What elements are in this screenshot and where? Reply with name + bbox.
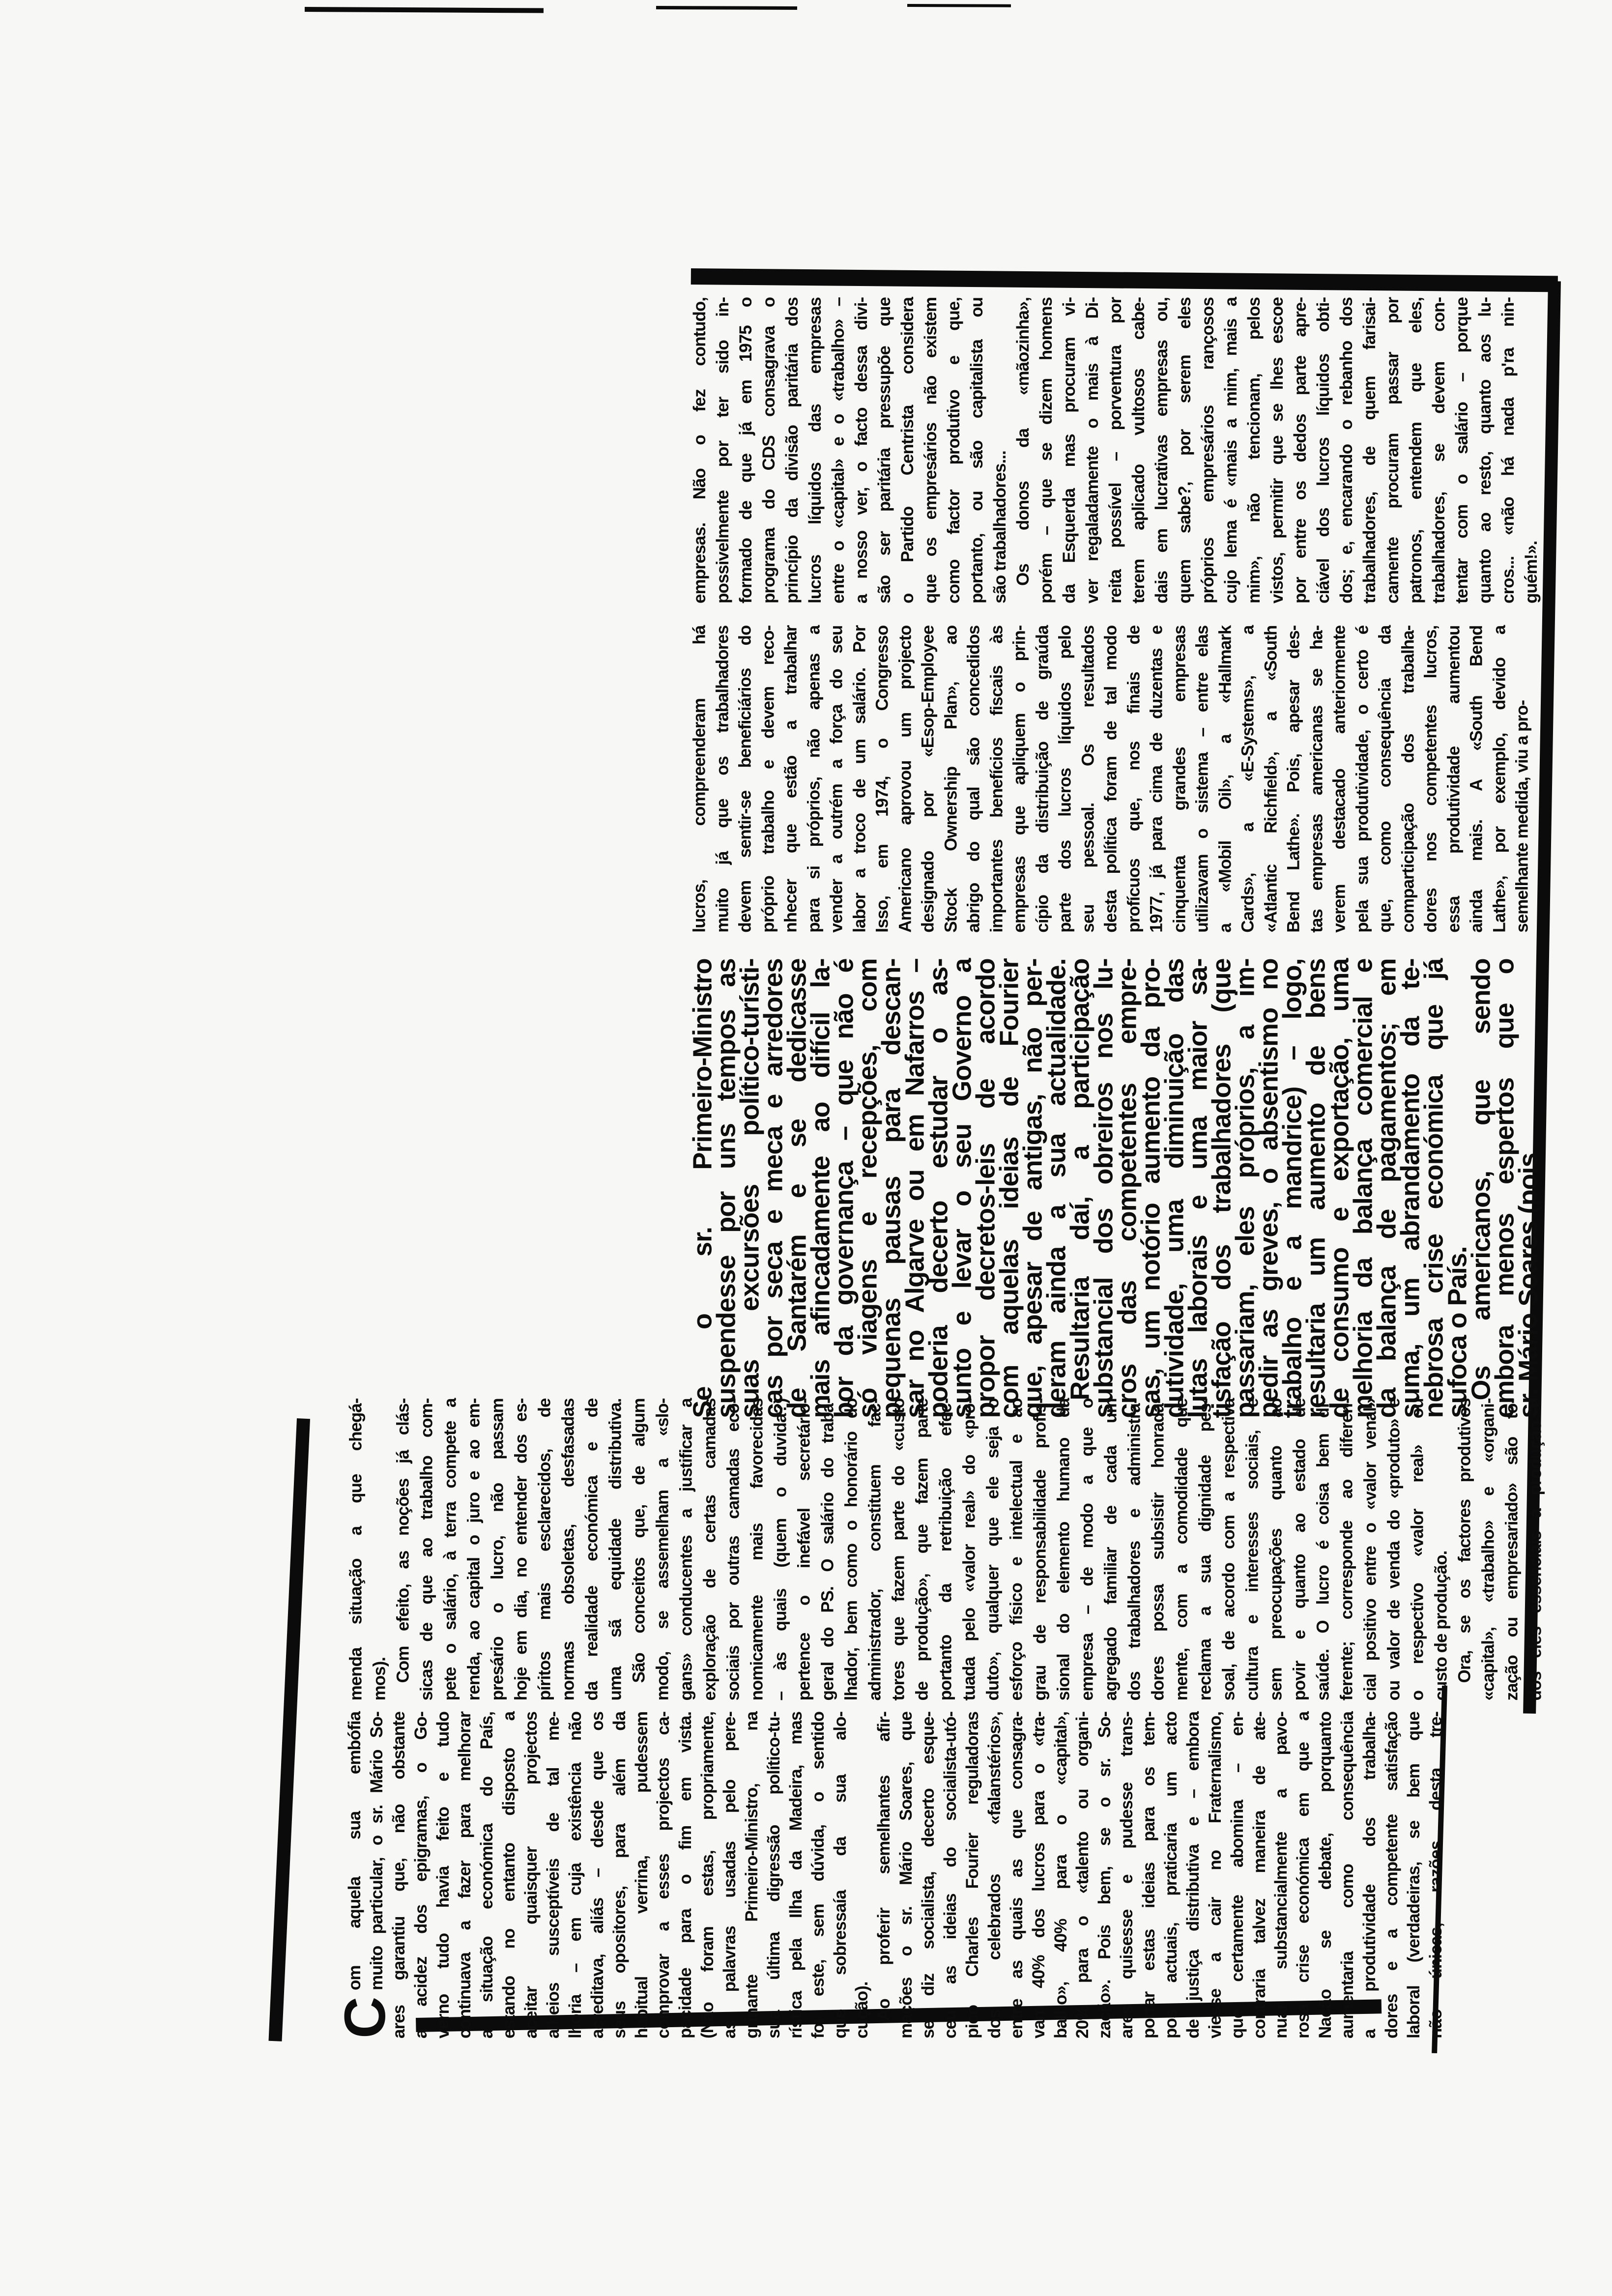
text-line: tas empresas americanas se ha- — [1306, 626, 1326, 933]
text-line: lucros, compreenderam há — [690, 626, 709, 933]
text-line: utilizavam o sistema – entre elas — [1192, 626, 1211, 933]
text-line: Nação se debate, porquanto — [1316, 1712, 1335, 2038]
text-line: (Não foram estas, propriamente, — [698, 1712, 718, 2038]
text-line: empresas que apliquem o prin- — [1009, 626, 1029, 933]
text-line: píritos mais esclarecidos, de — [535, 1398, 554, 1700]
text-line: que, apesar de antigas, não per- — [1018, 958, 1047, 1418]
text-line: Bend Lathe». Pois, apesar des- — [1284, 626, 1303, 933]
text-line: Ora, se os factores produtivos — [1455, 1398, 1474, 1683]
text-line: Com efeito, as noções já clás- — [393, 1398, 412, 1683]
text-line: Os americanos, que sendo — [1466, 958, 1496, 1400]
text-line: ver regaladamente o mais à Di- — [1083, 297, 1102, 603]
text-line: vistos, permitir que se lhes escoe — [1267, 297, 1287, 603]
text-line: sem preocupações quanto ao — [1266, 1398, 1285, 1700]
text-line: programa do CDS consagrava o — [759, 297, 778, 603]
text-line: suma, um abrandamento da te- — [1395, 958, 1425, 1418]
text-line: tuada pelo «valor real» do «pro- — [959, 1398, 979, 1700]
text-line: lucros líquidos das empresas — [806, 297, 825, 603]
text-line: cas por seca e meca e arredores — [758, 958, 788, 1418]
text-line: São conceitos que, de algum — [629, 1398, 648, 1683]
text-line: aumentaria como consequência — [1338, 1712, 1357, 2038]
text-line: povir e quanto ao estado de — [1290, 1398, 1309, 1700]
text-line: são trabalhadores... — [990, 451, 1009, 603]
text-line: administrador, constituem fac- — [865, 1398, 884, 1700]
text-line: que, como consequência da — [1375, 626, 1394, 933]
text-line: como factor produtivo e que, — [944, 297, 963, 603]
text-line: da realidade económica e de — [582, 1398, 601, 1700]
text-line: devem sentir-se beneficiários do — [735, 626, 754, 933]
text-line: «capital», «trabalho» e «organi- — [1478, 1398, 1497, 1700]
text-line: portanto da retribuição efec- — [936, 1398, 955, 1700]
text-line: pedir as greves, o absentismo no — [1254, 958, 1283, 1418]
text-line: passariam, eles próprios, a im- — [1230, 958, 1260, 1418]
text-line: entre as quais as que consagra- — [1007, 1712, 1026, 2038]
text-line: cujo lema é «mais a mim, mais a — [1221, 297, 1240, 603]
text-line: que os empresários não existem — [921, 297, 940, 603]
text-line: de consumo e exportação, uma — [1324, 958, 1354, 1418]
text-line: Isso, em 1974, o Congresso — [872, 626, 892, 933]
text-line: da balança de pagamentos; em — [1372, 958, 1401, 1418]
text-line: profícuos que, nos finais de — [1123, 626, 1143, 933]
text-line: de Santarém e se dedicasse — [782, 958, 811, 1418]
text-line: renda, ao capital o juro e ao em- — [464, 1398, 483, 1700]
text-line: empresas. Não o fez contudo, — [690, 297, 709, 603]
text-line: sufoca o País. — [1442, 1246, 1472, 1418]
text-line: zação ou empresariado» são to- — [1502, 1398, 1521, 1700]
text-line: próprios empresários rançosos — [1198, 297, 1217, 603]
text-line: de produção», que fazem parte — [912, 1398, 931, 1700]
text-line: a nosso ver, o facto dessa divi- — [852, 297, 871, 603]
text-line: pertence o inefável secretário- — [794, 1398, 813, 1700]
text-line: 1977, já para cima de duzentas e — [1147, 626, 1166, 933]
text-line: acreditava, aliás – desde que os — [587, 1712, 607, 2038]
text-line: geral do PS. O salário do traba- — [818, 1398, 837, 1700]
text-line: alheios susceptíveis de tal me- — [544, 1712, 563, 2038]
text-line: hoje em dia, no entender dos es- — [511, 1398, 530, 1700]
text-line: sar no Algarve ou em Nafarros – — [900, 958, 929, 1418]
text-line: «Atlantic Richfield», a «South — [1261, 626, 1280, 933]
text-line: grau de responsabilidade profis- — [1030, 1398, 1049, 1700]
text-line: cial positivo entre o «valor venal» — [1360, 1398, 1380, 1700]
text-line: de justiça distributiva e – embora — [1183, 1712, 1203, 2038]
text-line: exploração de certas camadas — [700, 1398, 719, 1700]
text-line: dos celebrados «falanstérios», — [984, 1712, 1004, 2038]
text-line: possivelmente por ter sido in- — [713, 297, 732, 603]
text-line: dores nos competentes lucros, — [1421, 626, 1440, 933]
text-line: Cards», a «E-Systems», a — [1238, 626, 1257, 933]
text-line: balho», 40% para o «capital», — [1051, 1712, 1070, 2038]
text-line: Os donos da «mãozinha», — [1013, 297, 1033, 586]
text-line: ceu as ideias do socialista-utó- — [941, 1712, 960, 2038]
text-line: a produtividade dos trabalha- — [1359, 1712, 1379, 2038]
text-line: empresa – de modo a que o — [1077, 1398, 1096, 1700]
text-line: agregado familiar de cada um — [1101, 1398, 1120, 1700]
text-line: Ao proferir semelhantes afir- — [874, 1712, 894, 2021]
text-line: lhador, bem como o honorário do — [841, 1398, 861, 1700]
text-line: suspendesse por uns tempos as — [711, 958, 741, 1418]
text-line: se diz socialista, decerto esque- — [919, 1712, 938, 2038]
text-line: que sobressaía da sua alo- — [830, 1712, 850, 2038]
text-line: essa produtividade aumentou — [1443, 626, 1463, 933]
text-line: dutividade, uma diminuição das — [1159, 958, 1189, 1418]
text-line: rosa crise económica em que a — [1294, 1712, 1313, 2038]
page-top-edge-mark-2 — [656, 6, 797, 10]
text-line: estando no entanto disposto a — [499, 1712, 519, 2038]
text-line: dais em lucrativas empresas ou, — [1152, 297, 1171, 603]
text-line: muito particular, o sr. Mário So- — [367, 1712, 386, 1990]
text-line: sional do elemento humano da — [1054, 1398, 1073, 1700]
text-line: o Partido Centrista considera — [898, 297, 917, 603]
text-line: para si próprios, não apenas a — [804, 626, 823, 933]
text-line: sociais por outras camadas eco- — [723, 1398, 743, 1700]
text-line: bor da governança – que não é — [829, 958, 859, 1418]
text-line: porém – que se dizem homens — [1036, 297, 1056, 603]
text-line: ainda mais. A «South Bend — [1467, 626, 1486, 933]
drop-cap-letter: C — [333, 1996, 398, 2038]
text-line: habitual verrina, pudessem — [632, 1712, 651, 2038]
text-line: mações o sr. Mário Soares, que — [896, 1712, 916, 2038]
text-line: pequenas pausas para descan- — [876, 958, 906, 1418]
text-line: Americano aprovou um projecto — [895, 626, 915, 933]
text-line: mente, com a comodidade que — [1172, 1398, 1191, 1700]
text-line: a situação económica do País, — [477, 1712, 497, 2038]
text-line: as palavras usadas pelo pere- — [720, 1712, 740, 2038]
text-line: próprio trabalho e devem reco- — [758, 626, 777, 933]
text-line: cultura e interesses sociais, e — [1242, 1398, 1262, 1700]
text-line: princípio da divisão paritária dos — [782, 297, 802, 603]
text-line: dos; e, encarando o rebanho dos — [1337, 297, 1356, 603]
article-column-3-large-type — [688, 958, 1543, 1418]
text-line: modo, se assemelham a «slo- — [653, 1398, 672, 1700]
text-line: nuar substancialmente a pavo- — [1271, 1712, 1291, 2038]
text-line: reclama a sua dignidade pes- — [1195, 1398, 1214, 1700]
text-line: dos eles essenciais à produção e — [1526, 1398, 1545, 1700]
text-line: dores e a competente satisfação — [1382, 1712, 1401, 2038]
text-line: não únicas, razões desta tre- — [1426, 1712, 1445, 2038]
text-line: foi este, sem dúvida, o sentido — [808, 1712, 828, 2038]
text-line: uma sã equidade distributiva. — [605, 1398, 625, 1700]
text-line: cros das competentes empre- — [1112, 958, 1142, 1418]
text-line: cinquenta grandes empresas — [1169, 626, 1189, 933]
text-line: embora menos espertos que o — [1490, 958, 1519, 1418]
text-line: sua última digressão político-tu- — [764, 1712, 783, 2038]
text-line: muito já que os trabalhadores — [712, 626, 732, 933]
text-line: custo de produção. — [1431, 1550, 1450, 1700]
text-line: poderia decerto estudar o as- — [923, 958, 953, 1418]
text-line: seus opositores, para além da — [609, 1712, 629, 2038]
text-line: por entre os dedos parte apre- — [1291, 297, 1310, 603]
text-line: cros... «não há nada p'ra nin- — [1498, 297, 1518, 603]
text-line: abrigo do qual são concedidos — [964, 626, 983, 933]
text-line: camente procuram passar por — [1383, 297, 1402, 603]
text-line: grinante Primeiro-Ministro, na — [742, 1712, 762, 2038]
text-line: cípio da distribuição de graúda — [1032, 626, 1052, 933]
text-line: contraria talvez maneira de ate- — [1249, 1712, 1269, 2038]
text-line: reita possível – porventura por — [1106, 297, 1125, 603]
text-line: saúde. O lucro é coisa bem di- — [1313, 1398, 1332, 1700]
text-line: são ser paritária pressupõe que — [875, 297, 894, 603]
text-line: labor a troco de um salário. Por — [849, 626, 869, 933]
text-line: da Esquerda mas procuram vi- — [1060, 297, 1079, 603]
text-line: sr. Mário Soares (pois — [1513, 1152, 1543, 1418]
text-line: om aquela sua embófia — [345, 1712, 364, 1990]
text-line: trabalhadores, se devem con- — [1429, 297, 1448, 603]
text-line: aceitar quaisquer projectos — [521, 1712, 541, 2038]
text-line: tentar com o salário – porque — [1452, 297, 1471, 603]
text-line: quanto ao resto, quanto aos lu- — [1475, 297, 1495, 603]
text-line: ares garantiu que, não obstante — [389, 1712, 408, 2038]
text-line: menda situação a que chegá- — [346, 1398, 365, 1700]
text-line: trabalho e a mandrice) – logo, — [1277, 958, 1307, 1418]
text-line: que certamente abomina – en- — [1227, 1712, 1247, 2038]
text-line: verno tudo havia feito e tudo — [433, 1712, 453, 2038]
text-line: pico Charles Fourier reguladoras — [962, 1712, 982, 2038]
text-line: sunto e levar o seu Governo a — [947, 958, 977, 1418]
text-line: pos actuais, praticaria um acto — [1161, 1712, 1180, 2038]
text-line: pela sua produtividade, o certo é — [1352, 626, 1372, 933]
text-line: terem aplicado vultosos cabe- — [1129, 297, 1148, 603]
article-column-2 — [344, 1398, 1547, 1700]
text-line: resultaria um aumento de bens — [1301, 958, 1330, 1418]
text-line: seu pessoal. Os resultados — [1078, 626, 1097, 933]
text-line: semelhante medida, viu a pro- — [1512, 700, 1531, 933]
text-line: mais afincadamente ao difícil la- — [806, 958, 835, 1418]
text-line: cução). — [852, 1981, 872, 2038]
text-line: guém!». — [1522, 541, 1541, 603]
text-line: gans» conducentes a justificar a — [676, 1398, 695, 1700]
text-line: Se o sr. Primeiro-Ministro — [688, 958, 717, 1418]
text-line: lhoria – em cuja existência não — [565, 1712, 585, 2038]
text-line: Stock Ownership Plan», ao — [941, 626, 960, 933]
text-line: com aquelas ideias de Fourier — [994, 958, 1024, 1418]
text-line: entre o «capital» e o «trabalho» – — [829, 297, 848, 603]
article-column-5 — [688, 297, 1543, 603]
text-line: patronos, entendem que eles, — [1406, 297, 1425, 603]
text-line: viesse a cair no Fraternalismo, — [1205, 1712, 1225, 2038]
text-line: melhoria da balança comercial e — [1348, 958, 1378, 1418]
text-line: soal, de acordo com a respectiva — [1219, 1398, 1238, 1700]
text-line: duto», qualquer que ele seja o — [983, 1398, 1002, 1700]
text-line: substancial dos obreiros nos lu- — [1089, 958, 1118, 1418]
text-line: a acidez dos epigramas, o Go- — [411, 1712, 431, 2038]
text-line: ou valor de venda do «produto» e — [1384, 1398, 1403, 1700]
page-top-edge-mark-1 — [305, 7, 544, 13]
text-line: tisfação dos trabalhadores (que — [1207, 958, 1236, 1418]
text-line: ares quisesse e pudesse trans- — [1117, 1712, 1137, 2038]
page-top-edge-mark-3 — [907, 4, 1011, 7]
text-line: formado de que já em 1975 o — [736, 297, 755, 603]
text-line: esforço físico e intelectual e ao — [1007, 1398, 1026, 1700]
text-line: designado por «Esop-Employee — [918, 626, 937, 933]
text-line: dos trabalhadores e administra- — [1124, 1398, 1144, 1700]
text-line: a «Mobil Oil», a «Hallmark — [1215, 626, 1235, 933]
text-line: deram ainda a sua actualidade. — [1041, 958, 1071, 1418]
text-line: lutas laborais e uma maior sa- — [1183, 958, 1212, 1418]
text-line: suas excursões político-turísti- — [735, 958, 764, 1418]
text-line: nebrosa crise económica que já — [1419, 958, 1448, 1418]
text-line: comprovar a esses projectos ca- — [654, 1712, 673, 2038]
article-column-4 — [688, 626, 1534, 933]
text-line: desta política foram de tal modo — [1101, 626, 1120, 933]
text-line: importantes benefícios fiscais às — [986, 626, 1006, 933]
article-column-1 — [333, 1712, 1447, 2038]
text-line: dores possa subsistir honrada- — [1148, 1398, 1167, 1700]
text-line: Resultaria daí, a participação — [1065, 958, 1094, 1400]
text-line: portar estas ideias para os tem- — [1139, 1712, 1159, 2038]
text-line: nomicamente mais favorecidas — [747, 1398, 766, 1700]
text-line: comparticipação dos trabalha- — [1398, 626, 1417, 933]
clipping-top-rule — [691, 268, 1558, 292]
text-line: mim», não tencionam, pelos — [1244, 297, 1264, 603]
text-line: vender a outrém a força do seu — [827, 626, 846, 933]
text-line: verem destacado anteriormente — [1329, 626, 1349, 933]
text-line: laboral (verdadeiras, se bem que — [1404, 1712, 1423, 2038]
text-line: portanto, ou são capitalista ou — [967, 297, 986, 603]
text-line: parte dos lucros líquidos pelo — [1055, 626, 1074, 933]
text-line: rística pela Ilha da Madeira, mas — [786, 1712, 806, 2038]
text-line: zação». Pois bem, se o sr. So- — [1095, 1712, 1115, 2038]
text-line: vam 40% dos lucros para o «tra- — [1029, 1712, 1048, 2038]
text-line: – às quais (quem o duvida?) — [771, 1398, 790, 1700]
text-line: trabalhadores, de quem farisai- — [1360, 297, 1379, 603]
text-line: nhecer que estão a trabalhar — [781, 626, 800, 933]
text-line: só viagens e recepções, com — [853, 958, 882, 1418]
text-line: mos). — [370, 1657, 389, 1700]
text-line: continuava a fazer para melhorar — [455, 1712, 475, 2038]
text-line: ferente; corresponde ao diferen- — [1337, 1398, 1356, 1700]
text-line: presário o lucro, não passam — [488, 1398, 507, 1700]
clipping-left-rule — [268, 1418, 310, 2041]
text-line: pacidade para o fim em vista. — [676, 1712, 695, 2038]
text-line: o respectivo «valor real» ou — [1408, 1398, 1427, 1700]
text-line: quem sabe?, por serem eles — [1175, 297, 1194, 603]
text-line: sicas de que ao trabalho com- — [417, 1398, 436, 1700]
text-line: propor decretos-leis de acordo — [971, 958, 1000, 1418]
text-line: ciável dos lucros líquidos obti- — [1314, 297, 1333, 603]
text-line: pete o salário, à terra compete a — [440, 1398, 460, 1700]
text-line: tores que fazem parte do «custo — [889, 1398, 908, 1700]
text-line: 20% para o «talento ou organi- — [1073, 1712, 1093, 2038]
text-line: sas, um notório aumento da pro- — [1136, 958, 1165, 1418]
text-line: Lathe», por exemplo, devido a — [1489, 626, 1509, 933]
text-line: normas obsoletas, desfasadas — [558, 1398, 577, 1700]
